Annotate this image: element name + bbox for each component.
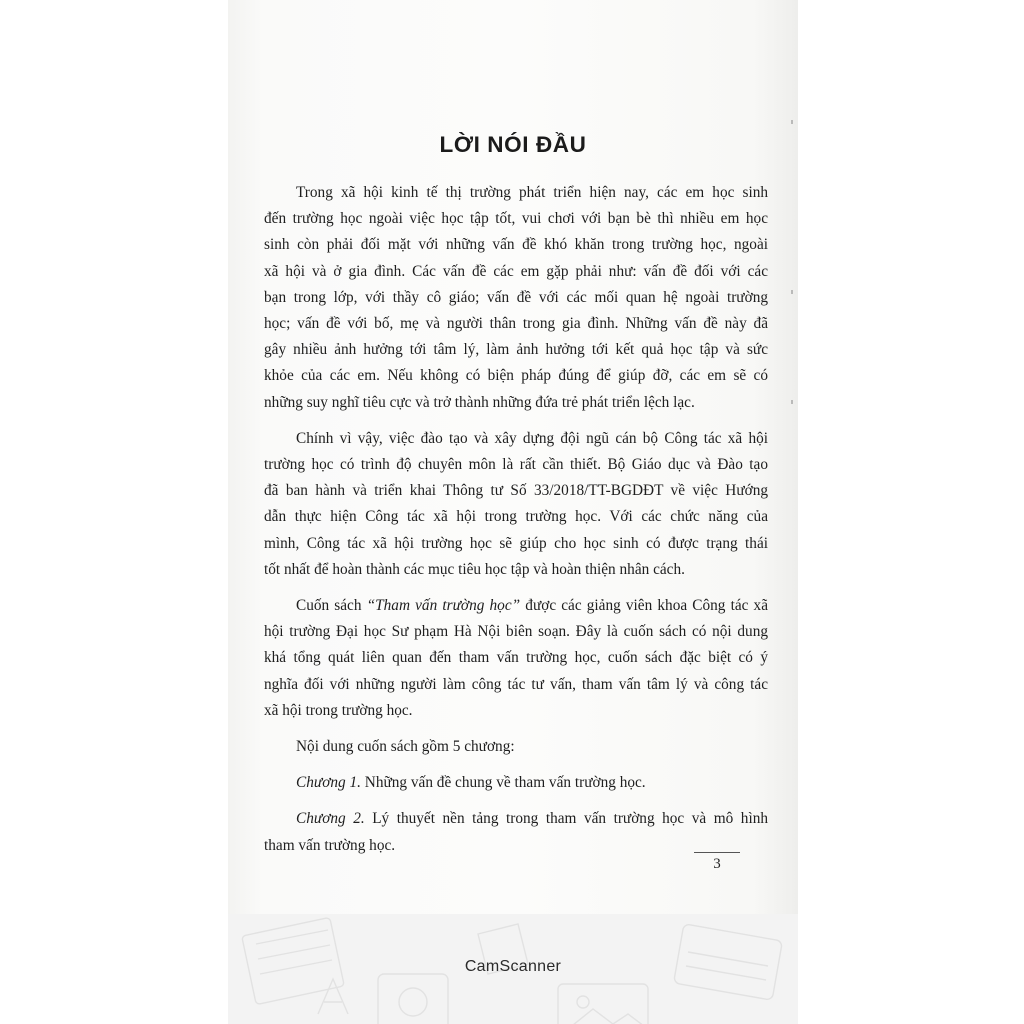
chapter-label: Chương 1. <box>296 774 361 792</box>
text-run: Cuốn sách <box>296 597 367 615</box>
text-line: xã hội trong trường học. <box>264 701 413 719</box>
paragraph <box>264 426 768 583</box>
paragraph <box>264 180 768 416</box>
text-line: đã ban hành và triển khai Thông tư Số 33/2018/TT-BGDĐT về việc Hướng <box>264 482 768 500</box>
text-line: tham vấn trường học. <box>264 836 396 854</box>
bleed-through-text <box>665 67 791 183</box>
text-line <box>264 770 768 796</box>
text-line: nghĩa đối với những người làm công tác tư vấn, tham vấn tâm lý và công tác <box>264 675 768 693</box>
text-line: trường học có trình độ chuyên môn là rất cần thiết. Bộ Giáo dục và Đào tạo <box>264 456 768 474</box>
page-edge-mark <box>791 290 793 294</box>
chapter-entry <box>264 770 768 796</box>
text-line: Trong xã hội kinh tế thị trường phát triển hiện nay, các em học sinh <box>296 184 768 201</box>
page-number: 3 <box>713 856 721 872</box>
text-line: gây nhiều ảnh hưởng tới tâm lý, làm ảnh hưởng tới kết quả học tập và sức <box>264 341 768 359</box>
chapter-text: Lý thuyết nền tảng trong tham vấn trường học và mô hình <box>364 810 768 828</box>
paragraph <box>264 734 768 760</box>
text-line: mình, Công tác xã hội trường học sẽ giúp cho học sinh có được trạng thái <box>264 534 768 552</box>
text-line: bạn trong lớp, với thầy cô giáo; vấn đề với các mối quan hệ ngoài trường <box>264 288 768 306</box>
book-title: “Tham vấn trường học” <box>366 597 521 615</box>
text-line: xã hội và ở gia đình. Các vấn đề các em gặp phải như: vấn đề đối với các <box>264 262 768 280</box>
text-line: hội trường Đại học Sư phạm Hà Nội biên soạn. Đây là cuốn sách có nội dung <box>264 623 768 641</box>
text-line: học; vấn đề với bố, mẹ và người thân trong gia đình. Những vấn đề này đã <box>264 315 768 333</box>
text-line: khỏe của các em. Nếu không có biện pháp đúng để giúp đỡ, các em sẽ có <box>264 367 768 385</box>
text-line: dẫn thực hiện Công tác xã hội trong trường học. Với các chức năng của <box>264 508 768 526</box>
text-line <box>264 806 768 832</box>
text-line: Chính vì vậy, việc đào tạo và xây dựng đội ngũ cán bộ Công tác xã hội <box>296 429 768 447</box>
page-edge-mark <box>791 400 793 404</box>
page-edge-mark <box>791 120 793 124</box>
camscanner-watermark <box>228 914 798 1024</box>
text-line: Nội dung cuốn sách gồm 5 chương: <box>296 738 515 756</box>
page-title: LỜI NÓI ĐẦU <box>439 132 587 157</box>
text-line: tốt nhất để hoàn thành các mục tiêu học tập và hoàn thiện nhân cách. <box>264 560 685 578</box>
text-line <box>264 593 768 619</box>
page-body <box>264 180 768 859</box>
text-run: được các giảng viên khoa Công tác xã <box>520 597 768 615</box>
book-page <box>228 0 798 914</box>
footer-rule <box>694 852 740 853</box>
text-line: đến trường học ngoài việc học tập tốt, vui chơi với bạn bè thì nhiều em học <box>264 210 768 228</box>
text-line: sinh còn phải đối mặt với những vấn đề khó khăn trong trường học, ngoài <box>264 236 768 254</box>
chapter-text: Những vấn đề chung về tham vấn trường học. <box>360 774 646 792</box>
chapter-label: Chương 2. <box>296 810 365 828</box>
watermark-label: CamScanner <box>464 958 562 975</box>
paragraph <box>264 593 768 724</box>
text-line: khá tổng quát liên quan đến tham vấn trường học, cuốn sách đặc biệt có ý <box>264 649 768 667</box>
text-line: những suy nghĩ tiêu cực và trở thành những đứa trẻ phát triển lệch lạc. <box>264 393 695 411</box>
chapter-entry <box>264 806 768 858</box>
